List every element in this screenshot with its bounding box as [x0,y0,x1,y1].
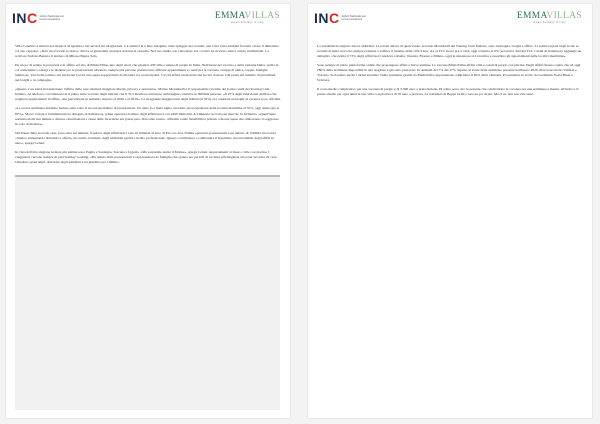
highlight-block [15,175,280,410]
inc-logo-tagline: Istituto Nazionale per la Comunicazione [341,15,366,21]
paragraph: Sono sempre di più le piattaforme online che propongono affitti a breve termine. Le toscana EmmaVillas affitta ville e casali di pregio con piscina. Dagli affitti fissano capire che ad oggi l'80% delle settimane disponibili in alta stagione è già stato prenotato. In aumenti del 7% del 17% rispetto al totale delle settimane presente nell'intero 2020. Piacciono molto Umbria e Toscana. Si rivelano anche i turisti stranieri. Nelle residenze gestite da EmmaVilla rappresentano addirittura il 69% della clientela. Provenienza in arrivo da Germania, Paesi Bassi e Svizzera. [317,63,581,83]
document-page-right [308,4,592,418]
paragraph: Nel Paese delle seconde case, sono oltre sei milioni, il settore degli affitti brevi vale 10 miliardi di euro di Pil con circa 25mila operatori professionali e un indotto di 150mila lavoratori. «Stanno aumentando domanda e offerta, ma anche il numero degli immobili gestiti a livello professionale. Questo contribuisce a combattere il fenomeno incontrollabile degli affitti in nero», spiega Celani. [15,130,277,145]
emmavillas-logo-tagline: dream holidays in italy [231,21,264,24]
article-body-left [15,44,281,410]
paragraph: «Questo è un trend in transizione: l'affitto delle case risulterà maggiore libertà, privacy e sicurezza». Matteo Montebelli è il responsabile ricerche del Centro studi del Touring Club Italiano. Al telefono con Linkiesta fa il punto sulle vacanze degli italiani, che il TCI monitora attraverso un'indagine condotta su 300mila persone. «Il 25% degli intervistati dichiara che sceglierà appartamenti in affitto, una percentuale in aumento rispetto al 2020 e al 2019». La stragrande maggioranza degli italiani (il 76%) si è orientata su luoghi di vacanza poco affollati. [15,87,281,102]
emmavillas-logo-mark: EMMAVILLAS [214,11,280,21]
inc-logo-mark: INC [314,10,340,26]
inc-logo [12,11,66,25]
emmavillas-logo [517,11,582,24]
paragraph: La pandemia ha ingesto nuove abitudini. Le parole chiave di quest'estate, secondo Montebelli del Touring Club Italiano, sono montagna, borghi e affitto. La prime regioni negli hotel, le località di mare ricevono sempre richieste a soffrire il turismo delle città d'arte, era al 25% in era pre-Covid; oggi si ferma al 9% (secondo i dati del TCI. Celani di Italianway aggiunge un dettaglio: «Se prima il 73% degli affitti brevi rendeva a Roma, Venezia, Firenze e Milano, oggi la situazione si è invertita e assorbina gli appartamenti nelle località marittime». [317,44,582,59]
inc-logo-mark: INC [12,10,38,26]
paragraph: Da un po' di tempo la proprietà è in affitto sul sito di EmmaVillas, uno degli attori che gestisce 430 ville e tenute di pregio in Italia. Nell'estate del vaccino e della variante Delta, aprila in coi sometrimi i contagi e le disdette per le prenotazioni all'estero, sempre più persone preferiscono affittare appartamenti e casali per le vacanze. Gruppi di amici, coppie, famiglie numerose. Una bella lontano dai rischi del Covid, una spesa sopportabile da dividere tra i partecipanti. C'è chi affitta un monolocale in riva al mare. Chi punta sul turismo di prossimità, nei borghi o in campagna. [15,63,279,83]
inc-logo [314,11,368,25]
paragraph: Villa Cenelino è entrata nei dispacci di agenzia e nei servizi dei telegiornali. C'è esmicci sì e fatto inseguire valle spiaggia dei cronisti, una volta là ha annidati facendo vivere il dimensico col suo cappotto: «Non mi avevano te dono». dirvva al giornalisti avranpoi davanti al cancello. Nel suo studio con vista mare l'ex cronico ha ricevuto amici, artisti, intellettuali. Lo scrittore Stefano Benni e il sindaco di Milano Beppe Sala. [15,44,280,59]
article-body-right [317,44,583,410]
inc-logo-tagline: Istituto Nazionale per la Comunicazione [39,15,64,21]
emmavillas-logo-tagline: dream holidays in italy [533,21,566,24]
document-page-left [6,4,290,418]
paragraph: Il costo medio complessivo per una vacanza di pregio è di 5.300 euro a prenotazione. Di solito sono otto le persone che condividono la vacanza per una settimana e mezza, all'incirca. Il prezzo medio per ogni unità in una villa con piscina è di 70 euro a persona. La residenza di Beppe Grillo costa un po' di più. Ma ci sa, non son vale sanz. [317,87,579,97]
emmavillas-logo-mark: EMMAVILLAS [516,11,582,21]
paragraph: In vista dell'alta stagione le mete più ambite sono Puglia e Sardegna, Toscana e Liguria. «Ma sorprende anche il Molise», spiega Celani. Appartamenti al mare o ville con piscina. I viaggiatori cercano sempre di più l'holiday working. «Ha tenuto delle prenotazioni è rappresentato da famiglie che optano per periodi di vacanza più lunghi in cui poter lavorare da casa. Chiedono spazi ampi, divisione degli ambienti e un giardino per i bimbi». [15,149,278,164]
paragraph: «Le scorse settimana abbiamo battuto sette volte il record quotidiano di prenotazioni. Un anno fa a metà luglio avevamo un'occupazione delle località marittime al 55%, oggi siamo già al 82%». Marco Celani è l'amministratore delegato di Italianway, prima operatore italiano degli affitti brevi con 2400 immobili. A Linkiesta racconta un mercato in fermento. «Quest'anno notiamo molti last minute e diverse cancellazioni a causa delle incertezze sul green pass. Dal canto nostro, offriamo totale flessibilità e polizze a monte spese che rimborsano il soggiorno in caso di disdetta». [15,106,280,126]
emmavillas-logo [215,11,280,24]
